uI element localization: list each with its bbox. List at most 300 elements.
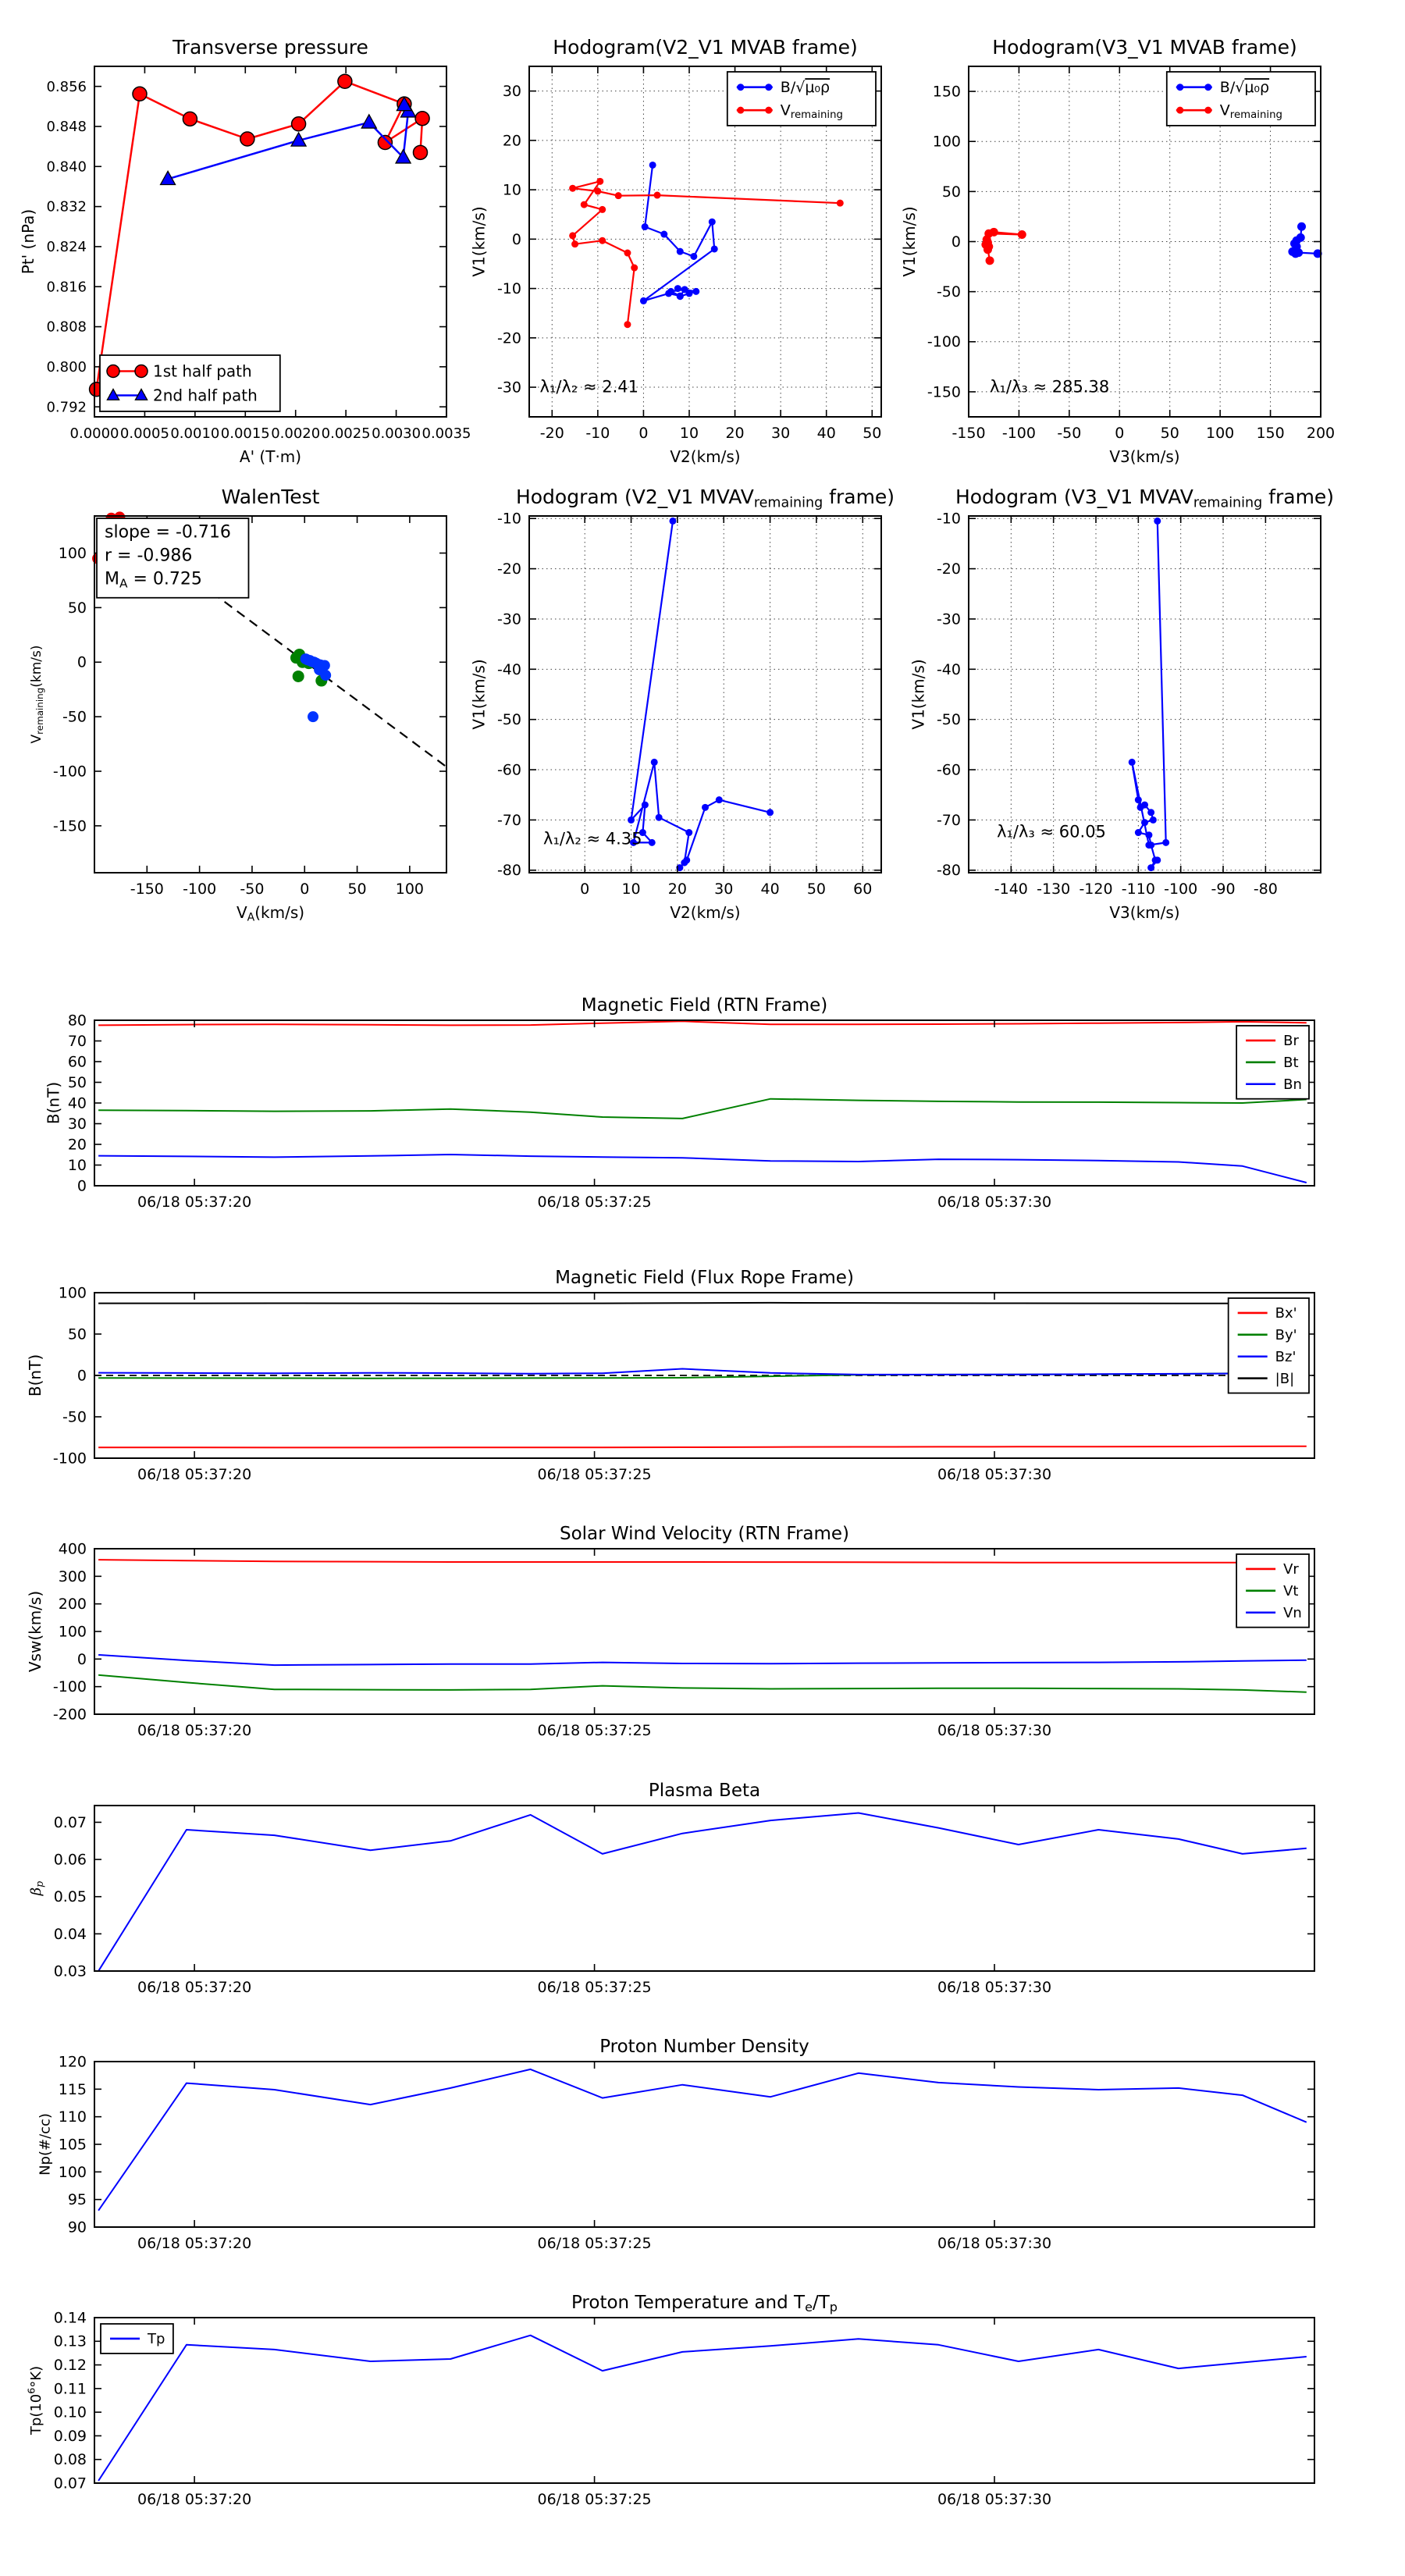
y-tick-label: 70 [67, 1032, 87, 1050]
legend-label: B/√μ₀ρ [780, 79, 831, 97]
plot-hodogram-v3v1-mvab [899, 36, 1336, 466]
x-tick-label: 50 [1160, 425, 1179, 442]
y-tick-label: -50 [62, 708, 87, 726]
y-tick-label: -20 [496, 329, 521, 347]
x-tick-label: -140 [994, 881, 1028, 898]
data-point-marker [615, 192, 622, 199]
y-tick-label: -20 [936, 560, 961, 578]
y-axis-label: B(nT) [25, 1354, 44, 1397]
data-point-marker [986, 256, 994, 265]
data-point-marker [1018, 230, 1026, 239]
y-tick-label: 200 [58, 1596, 87, 1614]
legend-label: By' [1275, 1326, 1297, 1343]
x-tick-label: 40 [760, 881, 780, 898]
legend-label: Vr [1283, 1561, 1299, 1578]
x-tick-label: -100 [183, 881, 217, 898]
data-point-marker [702, 804, 709, 811]
x-tick-label: 06/18 05:37:30 [937, 1979, 1052, 1996]
data-point-marker [292, 117, 306, 131]
x-axis-label: V2(km/s) [670, 447, 741, 466]
x-tick-label: 30 [714, 881, 734, 898]
y-tick-label: -70 [496, 811, 521, 829]
y-tick-label: -60 [936, 761, 961, 779]
data-point-marker [1135, 796, 1142, 803]
y-tick-label: -30 [936, 610, 961, 628]
x-tick-label: 50 [347, 881, 367, 898]
data-point-marker [677, 248, 684, 255]
chart-hodogram-v2v1-mvav [469, 486, 895, 922]
y-tick-label: 50 [67, 1073, 87, 1091]
data-point-marker [649, 162, 656, 169]
x-tick-label: 06/18 05:37:30 [937, 2235, 1052, 2252]
x-tick-label: 06/18 05:37:25 [537, 2491, 652, 2508]
data-point-marker [669, 518, 676, 525]
y-axis-label: B(nT) [44, 1081, 63, 1125]
legend-label: B/√μ₀ρ [1219, 79, 1270, 97]
legend-label: Bz' [1275, 1348, 1297, 1365]
x-tick-label: 0 [580, 881, 590, 898]
y-tick-label: -50 [62, 1408, 87, 1426]
data-point-marker [649, 839, 656, 846]
plot-transverse-pressure [19, 36, 471, 466]
y-axis-label: Np(#/cc) [37, 2113, 54, 2176]
data-point-marker [599, 206, 606, 213]
y-tick-label: 0.07 [53, 1813, 87, 1831]
data-point-marker [628, 817, 635, 824]
y-axis-label: Pt' (nPa) [19, 208, 38, 275]
data-point-marker [581, 201, 588, 208]
legend-label: 1st half path [153, 361, 252, 381]
axes-title: Proton Temperature and Te/Tp [571, 2293, 838, 2315]
x-tick-label: 06/18 05:37:20 [137, 1194, 252, 1211]
data-point-marker [1154, 518, 1161, 525]
y-tick-label: -50 [936, 283, 961, 301]
x-tick-label: 50 [806, 881, 827, 898]
x-tick-label: 0.0015 [220, 425, 270, 442]
y-tick-label: -30 [496, 379, 521, 397]
x-tick-label: 0 [300, 881, 310, 898]
x-tick-label: 0.0020 [271, 425, 321, 442]
y-tick-label: 0 [76, 1177, 87, 1195]
y-tick-label: 100 [932, 133, 961, 151]
y-tick-label: 50 [67, 1325, 87, 1343]
series-bz- [98, 1369, 1307, 1375]
data-point-marker [135, 365, 148, 378]
y-axis-label: V1(km/s) [469, 659, 489, 730]
x-tick-label: 50 [863, 425, 882, 442]
series-b-sqrt-mu0-rho- [1132, 521, 1166, 867]
y-tick-label: -60 [496, 761, 521, 779]
x-tick-label: -100 [1164, 881, 1198, 898]
x-axis-label: V3(km/s) [1109, 903, 1180, 922]
y-tick-label: 120 [58, 2053, 87, 2071]
chart-hodogram-v3v1-mvav [909, 486, 1335, 922]
x-tick-label: 06/18 05:37:20 [137, 2235, 252, 2252]
y-tick-label: 400 [58, 1540, 87, 1558]
y-tick-label: 0.03 [53, 1962, 87, 1980]
data-point-marker [677, 293, 684, 300]
data-point-marker [571, 240, 578, 247]
y-tick-label: -50 [936, 711, 961, 729]
y-tick-label: 0.07 [53, 2475, 87, 2492]
series-2nd-half-path [168, 105, 408, 179]
x-axis-label: VA(km/s) [236, 903, 305, 924]
legend-label: Vremaining [1219, 101, 1282, 122]
x-tick-label: 06/18 05:37:25 [537, 1194, 652, 1211]
data-point-marker [599, 237, 606, 244]
stats-line: r = -0.986 [105, 546, 193, 566]
data-point-marker [674, 285, 681, 292]
axes-frame [529, 516, 881, 873]
chart-hodogram-v3v1-mvab [899, 36, 1336, 466]
data-point-marker [1129, 759, 1136, 766]
axes-frame [94, 2318, 1314, 2483]
legend [727, 72, 876, 126]
series--b- [98, 1303, 1307, 1304]
data-point-marker [624, 321, 631, 328]
y-axis-label: V1(km/s) [909, 659, 928, 730]
chart-transverse-pressure [19, 36, 471, 466]
y-tick-label: 150 [932, 83, 961, 101]
data-point-marker [1135, 829, 1142, 836]
y-tick-label: 115 [58, 2080, 87, 2098]
x-tick-label: 0.0000 [69, 425, 119, 442]
y-tick-label: -10 [496, 280, 521, 298]
series-bx- [98, 1446, 1307, 1448]
x-tick-label: 200 [1306, 425, 1336, 442]
data-point-marker [1154, 856, 1161, 863]
data-point-marker [1204, 107, 1211, 114]
series-vt [98, 1675, 1307, 1692]
x-tick-label: 100 [395, 881, 425, 898]
x-tick-label: 06/18 05:37:20 [137, 2491, 252, 2508]
y-tick-label: 10 [502, 181, 521, 199]
data-point-marker [1150, 817, 1157, 824]
data-point-marker [338, 74, 352, 88]
annotation: λ₁/λ₃ ≈ 60.05 [997, 822, 1106, 841]
plot-plasma-beta [27, 1781, 1314, 1996]
data-point-marker [594, 187, 601, 194]
plot-vsw-rtn [25, 1524, 1314, 1739]
x-tick-label: -120 [1079, 881, 1113, 898]
plot-walen-test [28, 486, 446, 924]
x-axis-label: V3(km/s) [1109, 447, 1180, 466]
y-tick-label: -80 [936, 862, 961, 880]
y-axis-label: V1(km/s) [899, 206, 919, 277]
legend-label: Bn [1283, 1076, 1302, 1093]
data-point-marker [1147, 809, 1154, 816]
y-tick-label: -100 [52, 1678, 87, 1696]
x-tick-label: -20 [539, 425, 564, 442]
data-point-marker [686, 290, 693, 297]
axes-title: Proton Number Density [599, 2037, 809, 2057]
data-point-marker [660, 231, 667, 238]
axes-title: Hodogram(V2_V1 MVAB frame) [553, 36, 858, 59]
x-tick-label: 0.0030 [372, 425, 422, 442]
x-tick-label: 0.0025 [321, 425, 371, 442]
y-tick-label: -100 [927, 333, 961, 351]
data-point-marker [1294, 248, 1303, 257]
x-tick-label: 06/18 05:37:30 [937, 2491, 1052, 2508]
series-vr [98, 1560, 1307, 1563]
y-tick-label: 40 [67, 1094, 87, 1112]
legend-label: Vt [1283, 1582, 1299, 1599]
data-point-marker [692, 288, 699, 295]
plot-hodogram-v2v1-mvab [469, 36, 882, 466]
y-tick-label: 0.04 [53, 1925, 87, 1943]
data-point-marker [837, 200, 844, 207]
data-point-marker [183, 112, 197, 126]
x-tick-label: 40 [816, 425, 836, 442]
legend-label: Bx' [1275, 1305, 1297, 1322]
x-tick-label: -130 [1037, 881, 1071, 898]
y-tick-label: 20 [67, 1136, 87, 1154]
y-axis-label: Vsw(km/s) [25, 1590, 44, 1673]
x-tick-label: -110 [1121, 881, 1155, 898]
data-point-marker [133, 87, 147, 101]
data-point-marker [654, 192, 661, 199]
data-point-marker [1162, 839, 1169, 846]
y-tick-label: -200 [52, 1706, 87, 1724]
data-point-marker [308, 711, 318, 722]
y-tick-label: -100 [52, 1450, 87, 1468]
series-beta-p [98, 1813, 1307, 1972]
y-tick-label: 100 [58, 544, 87, 562]
y-tick-label: 50 [67, 599, 87, 617]
y-tick-label: -10 [496, 510, 521, 528]
plot-b-rtn [44, 995, 1314, 1211]
data-point-marker [737, 84, 744, 91]
x-tick-label: -10 [585, 425, 610, 442]
data-point-marker [716, 796, 723, 803]
axes-title: Hodogram (V3_V1 MVAVremaining frame) [955, 486, 1335, 511]
data-point-marker [1176, 84, 1183, 91]
data-point-marker [1147, 841, 1154, 849]
data-point-marker [569, 232, 576, 239]
y-tick-label: 10 [67, 1156, 87, 1174]
data-point-marker [624, 250, 631, 257]
data-point-marker [413, 145, 427, 159]
x-axis-label: V2(km/s) [670, 903, 741, 922]
y-tick-label: 300 [58, 1567, 87, 1585]
data-point-marker [415, 112, 429, 126]
data-point-marker [1145, 831, 1152, 838]
x-tick-label: 06/18 05:37:30 [937, 1466, 1052, 1483]
data-point-marker [765, 84, 772, 91]
x-tick-label: 06/18 05:37:30 [937, 1194, 1052, 1211]
x-tick-label: 06/18 05:37:20 [137, 1979, 252, 1996]
x-tick-label: -50 [1057, 425, 1082, 442]
y-axis-label: V1(km/s) [469, 206, 489, 277]
y-tick-label: 100 [58, 1284, 87, 1302]
y-tick-label: 100 [58, 1623, 87, 1641]
y-tick-label: -150 [927, 383, 961, 401]
y-tick-label: 95 [67, 2191, 87, 2209]
series-np [98, 2069, 1307, 2211]
y-tick-label: -40 [496, 660, 521, 678]
chart-b-fluxrope [25, 1268, 1314, 1483]
x-tick-label: -80 [1253, 881, 1278, 898]
y-tick-label: 0 [76, 1650, 87, 1668]
y-tick-label: 30 [502, 83, 521, 101]
y-tick-label: 0.06 [53, 1851, 87, 1869]
axes-title: Plasma Beta [648, 1781, 761, 1801]
x-tick-label: 06/18 05:37:25 [537, 1722, 652, 1739]
legend [101, 2324, 173, 2354]
data-point-marker [984, 245, 992, 254]
data-point-marker [1176, 107, 1183, 114]
series-b-sqrt-mu0-rho- [643, 165, 714, 301]
legend [1236, 1026, 1309, 1099]
x-tick-label: 06/18 05:37:20 [137, 1722, 252, 1739]
data-point-marker [631, 265, 638, 272]
series-br [98, 1021, 1307, 1025]
series-bn [98, 1155, 1307, 1183]
x-tick-label: 0.0010 [170, 425, 220, 442]
x-tick-label: 0.0035 [422, 425, 471, 442]
chart-hodogram-v2v1-mvab [469, 36, 882, 466]
y-tick-label: -20 [496, 560, 521, 578]
y-tick-label: 0.13 [53, 2332, 87, 2350]
x-tick-label: 0 [638, 425, 649, 442]
y-tick-label: 50 [941, 183, 961, 201]
y-tick-label: 0.800 [46, 358, 87, 375]
axes-title: WalenTest [221, 486, 320, 508]
x-tick-label: 30 [771, 425, 791, 442]
legend-label: Vremaining [780, 101, 843, 122]
y-tick-label: 0 [76, 653, 87, 671]
y-axis-label: βp [27, 1880, 46, 1896]
series-vn [98, 1655, 1307, 1665]
axes-title: Magnetic Field (Flux Rope Frame) [555, 1268, 854, 1288]
x-tick-label: -50 [240, 881, 265, 898]
y-tick-label: -150 [52, 817, 87, 835]
data-point-marker [1141, 802, 1148, 809]
x-tick-label: 10 [621, 881, 641, 898]
x-tick-label: 10 [679, 425, 699, 442]
y-tick-label: 0.10 [53, 2403, 87, 2421]
chart-plasma-beta [27, 1781, 1314, 1996]
y-tick-label: 0.12 [53, 2357, 87, 2375]
data-point-marker [240, 132, 254, 146]
y-tick-label: 0 [511, 230, 521, 248]
x-tick-label: 0 [1115, 425, 1125, 442]
data-point-marker [569, 185, 576, 192]
data-point-marker [690, 253, 697, 260]
y-tick-label: 0.11 [53, 2380, 87, 2398]
series-bt [98, 1099, 1307, 1119]
y-tick-label: -50 [496, 711, 521, 729]
data-point-marker [642, 223, 649, 230]
plot-proton-density [37, 2037, 1314, 2252]
legend-label: Vn [1283, 1604, 1302, 1621]
axes-title: Transverse pressure [173, 36, 368, 59]
x-tick-label: -150 [951, 425, 986, 442]
y-tick-label: 0.792 [46, 399, 87, 416]
y-tick-label: 0 [951, 233, 961, 251]
y-tick-label: 0.08 [53, 2451, 87, 2469]
plot-hodogram-v2v1-mvav [469, 486, 895, 922]
y-tick-label: 30 [67, 1115, 87, 1133]
y-axis-label: $Tp(10^6^\circ K)$ [25, 2365, 44, 2435]
y-tick-label: 0.09 [53, 2427, 87, 2445]
y-tick-label: -10 [936, 510, 961, 528]
chart-b-rtn [44, 995, 1314, 1211]
y-tick-label: 100 [58, 2163, 87, 2181]
x-tick-label: 06/18 05:37:20 [137, 1466, 252, 1483]
data-point-marker [767, 809, 774, 816]
x-tick-label: -90 [1211, 881, 1236, 898]
x-tick-label: 150 [1256, 425, 1285, 442]
y-axis-label: Vremaining(km/s) [28, 645, 45, 744]
data-point-marker [107, 365, 119, 378]
annotation: λ₁/λ₂ ≈ 2.41 [539, 377, 639, 397]
legend [1236, 1554, 1309, 1628]
x-tick-label: -150 [130, 881, 164, 898]
y-tick-label: 0.840 [46, 158, 87, 176]
data-point-marker [685, 829, 692, 836]
data-point-marker [293, 671, 304, 682]
y-tick-label: 0 [76, 1367, 87, 1385]
data-point-marker [1297, 222, 1306, 231]
annotation: λ₁/λ₃ ≈ 285.38 [990, 377, 1110, 397]
x-tick-label: 60 [853, 881, 873, 898]
y-tick-label: 20 [502, 132, 521, 150]
x-tick-label: 06/18 05:37:25 [537, 1466, 652, 1483]
legend-label: |B| [1275, 1370, 1295, 1387]
y-tick-label: 0.824 [46, 239, 87, 256]
y-tick-label: -80 [496, 862, 521, 880]
y-tick-label: -70 [936, 811, 961, 829]
data-point-marker [1147, 864, 1154, 871]
series-tp [98, 2336, 1307, 2481]
x-tick-label: -100 [1001, 425, 1036, 442]
legend-label: Tp [148, 2331, 165, 2348]
x-tick-label: 100 [1206, 425, 1235, 442]
y-tick-label: 80 [67, 1012, 87, 1030]
data-point-marker [651, 759, 658, 766]
chart-walen-test [28, 486, 446, 924]
y-tick-label: 90 [67, 2218, 87, 2236]
x-tick-label: 06/18 05:37:30 [937, 1722, 1052, 1739]
x-tick-label: 20 [667, 881, 687, 898]
y-tick-label: 105 [58, 2136, 87, 2154]
chart-vsw-rtn [25, 1524, 1314, 1739]
data-point-marker [737, 107, 744, 114]
data-point-marker [667, 288, 674, 295]
data-point-marker [320, 670, 331, 681]
x-tick-label: 06/18 05:37:25 [537, 2235, 652, 2252]
stats-line: MA = 0.725 [105, 569, 202, 591]
data-point-marker [709, 219, 716, 226]
y-tick-label: 0.856 [46, 78, 87, 95]
data-point-marker [640, 297, 647, 304]
plot-b-fluxrope [25, 1268, 1314, 1483]
x-tick-label: 06/18 05:37:25 [537, 1979, 652, 1996]
legend-label: Bt [1283, 1054, 1299, 1071]
y-tick-label: 0.832 [46, 198, 87, 215]
y-tick-label: 60 [67, 1053, 87, 1071]
data-point-marker [596, 178, 603, 185]
legend [1167, 72, 1315, 126]
data-point-marker [711, 245, 718, 252]
x-axis-label: A' (T·m) [239, 447, 302, 466]
data-point-marker [765, 107, 772, 114]
y-tick-label: 0.816 [46, 279, 87, 296]
axes-title: Hodogram (V2_V1 MVAVremaining frame) [515, 486, 895, 511]
x-tick-label: 0.0005 [119, 425, 169, 442]
y-tick-label: 0.05 [53, 1888, 87, 1906]
